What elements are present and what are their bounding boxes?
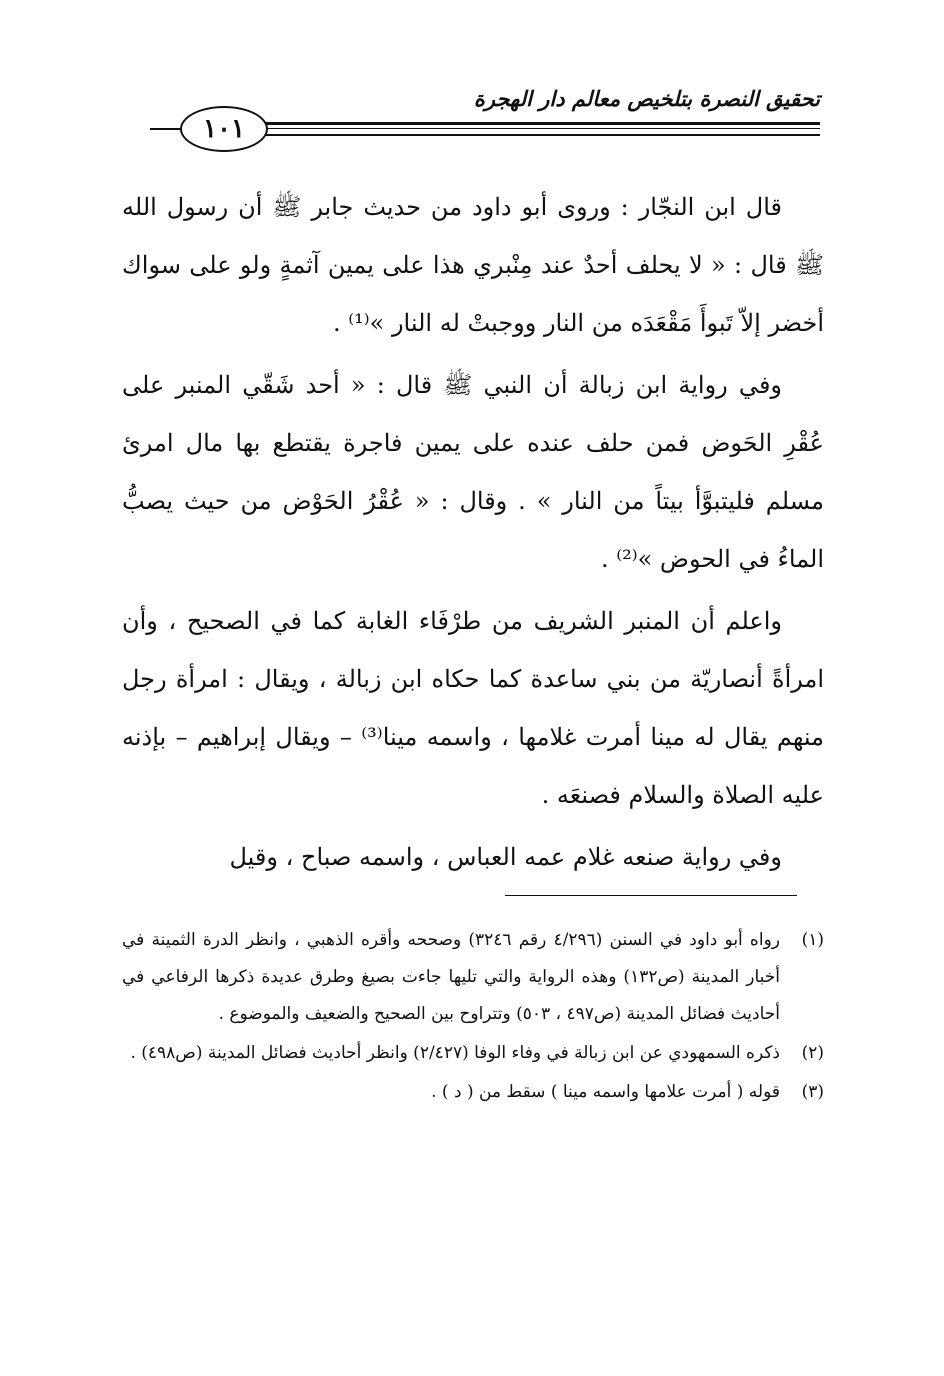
paragraph: واعلم أن المنبر الشريف من طرْفَاء الغابة كما في الصحيح ، وأن امرأةً أنصاريّة من بني ساعدة كما حكاه ابن زبالة ، ويقال : امرأة رجل منهم يقال له مينا أمرت غلامها ، واسمه مينا⁽³⁾ – ويقال إبراهيم – بإذنه عليه الصلاة والسلام فصنعَه . xyxy=(122,607,825,809)
header-rule-left xyxy=(150,128,184,130)
page-number: ١٠١ xyxy=(203,114,245,144)
footnote-separator xyxy=(505,895,797,896)
main-text xyxy=(122,178,824,886)
footnote-text: قوله ( أمرت علامها واسمه مينا ) سقط من ( د ) . xyxy=(431,1082,780,1102)
footnote xyxy=(122,1035,824,1072)
paragraph: وفي رواية ابن زبالة أن النبي ﷺ قال : « أحد شَقّي المنبر على عُقْرِ الحَوض فمن حلف عنده على يمين فاجرة يقتطع بها مال امرئ مسلم فليتبوَّأ بيتاً من النار » . وقال : « عُقْرُ الحَوْض من حيث يصبُّ الماءُ في الحوض »⁽²⁾ . xyxy=(122,371,824,573)
footnote xyxy=(122,922,824,1033)
footnote-number: (١) xyxy=(801,930,824,950)
header-rule-thick xyxy=(260,122,820,125)
footnote-number: (٢) xyxy=(801,1043,824,1063)
header-rule-thin xyxy=(260,128,820,129)
header-rule-bottom xyxy=(260,134,820,136)
paragraph: وفي رواية صنعه غلام عمه العباس ، واسمه صباح ، وقيل xyxy=(229,843,782,871)
footnote-text: رواه أبو داود في السنن (٤/٢٩٦ رقم ٣٢٤٦) وصححه وأقره الذهبي ، وانظر الدرة الثمينة في أخبار المدينة (ص١٣٢) وهذه الرواية والتي تليها جاءت بصيغ وطرق عديدة ذكرها الرفاعي في أحاديث فضائل المدينة (ص٤٩٧ ، ٥٠٣) وتتراوح بين الصحيح والضعيف والموضوع . xyxy=(122,930,781,1024)
page-number-oval xyxy=(180,106,268,152)
page-header xyxy=(150,86,820,156)
running-title: تحقيق النصرة بتلخيص معالم دار الهجرة xyxy=(473,86,820,111)
footnotes xyxy=(122,922,824,1113)
paragraph: قال ابن النجّار : وروى أبو داود من حديث جابر ﷺ أن رسول الله ﷺ قال : « لا يحلف أحدٌ عند مِنْبري هذا على يمين آثمةٍ ولو على سواك أخضر إلاّ تَبوأَ مَقْعَدَه من النار ووجبتْ له النار »⁽¹⁾ . xyxy=(122,193,824,337)
footnote xyxy=(122,1074,824,1111)
footnote-text: ذكره السمهودي عن ابن زبالة في وفاء الوفا (٢/٤٢٧) وانظر أحاديث فضائل المدينة (ص٤٩٨) . xyxy=(130,1043,780,1063)
footnote-number: (٣) xyxy=(801,1082,824,1102)
